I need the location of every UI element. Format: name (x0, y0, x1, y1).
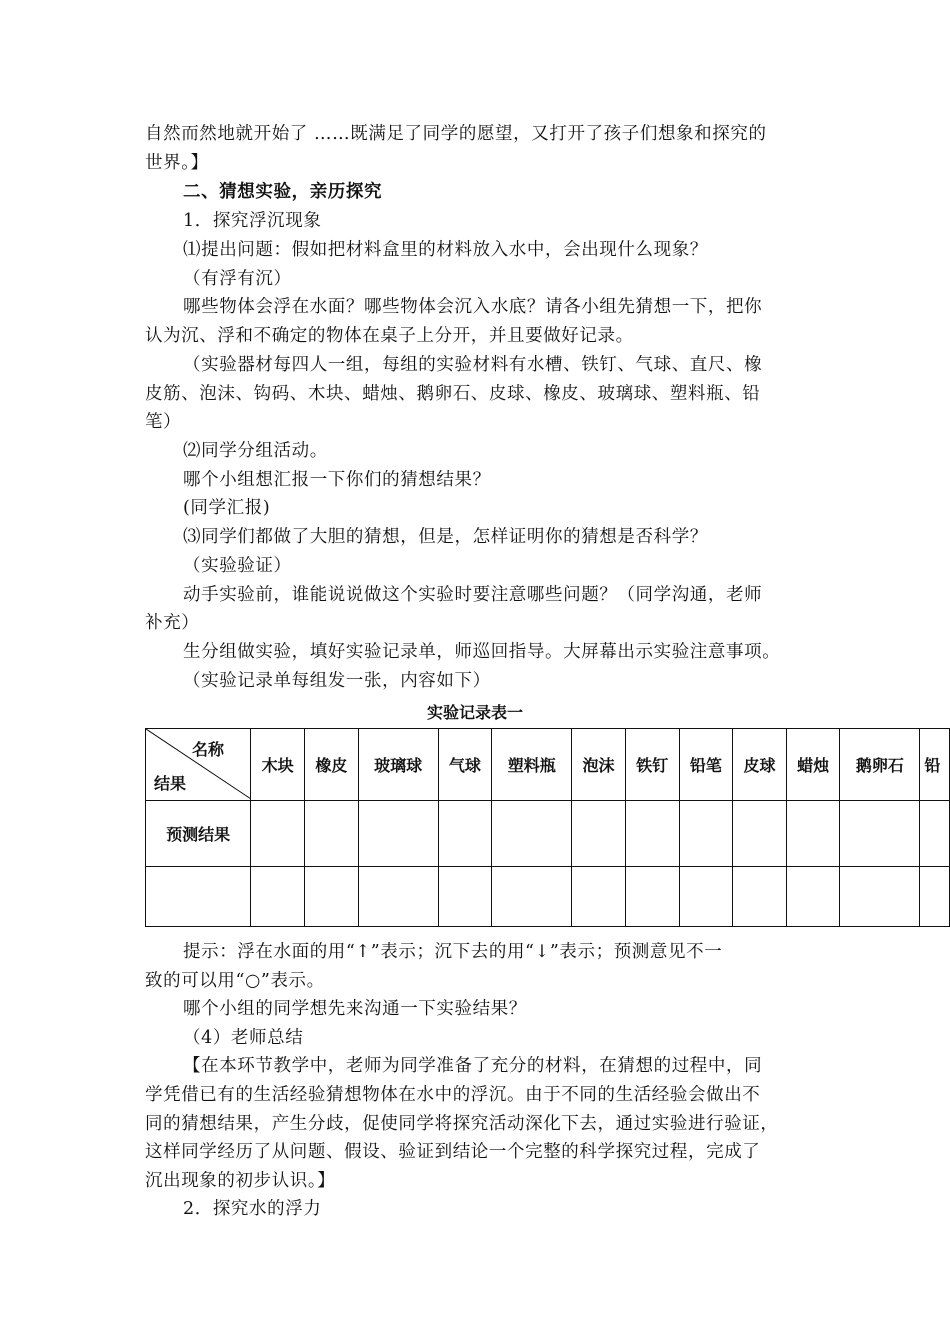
table-cell (625, 867, 679, 927)
paragraph-line: 补充） (145, 613, 200, 633)
table-cell (786, 801, 840, 867)
column-header: 气球 (438, 729, 492, 801)
row-label (146, 867, 251, 927)
table-cell (572, 801, 626, 867)
table-cell (358, 867, 438, 927)
paragraph-line: 世界。】 (145, 153, 209, 173)
experiment-record-table (145, 728, 950, 927)
subsection-heading: 1．探究浮沉现象 (183, 211, 322, 231)
column-header: 塑料瓶 (492, 729, 572, 801)
table-cell (251, 801, 305, 867)
header-result-label: 结果 (154, 774, 187, 793)
paragraph-line: 提示：浮在水面的用“↑”表示；沉下去的用“↓”表示；预测意见不一 (183, 942, 723, 962)
table-cell (920, 867, 950, 927)
table-row (146, 801, 950, 867)
paragraph-line: （实验验证） (183, 556, 292, 576)
column-header: 蜡烛 (786, 729, 840, 801)
column-header: 橡皮 (305, 729, 359, 801)
section-heading: 二、猜想实验，亲历探究 (183, 182, 383, 202)
table-header-row (146, 729, 950, 801)
table-cell (438, 801, 492, 867)
subsection-heading: （4）老师总结 (183, 1028, 304, 1048)
row-label: 预测结果 (146, 801, 251, 867)
header-name-label: 名称 (192, 740, 225, 759)
paragraph-line: 生分组做实验，填好实验记录单，师巡回指导。大屏幕出示实验注意事项。 (183, 642, 781, 662)
table-cell (920, 801, 950, 867)
paragraph-line: 这样同学经历了从问题、假设、验证到结论一个完整的科学探究过程，完成了 (145, 1142, 761, 1162)
paragraph-line: （实验记录单每组发一张，内容如下） (183, 671, 491, 691)
paragraph-line: 哪些物体会浮在水面？哪些物体会沉入水底？请各小组先猜想一下，把你 (183, 297, 763, 317)
paragraph-line: ⑵同学分组活动。 (183, 441, 328, 461)
paragraph-line: 皮筋、泡沫、钩码、木块、蜡烛、鹅卵石、皮球、橡皮、玻璃球、塑料瓶、铅 (145, 384, 761, 404)
table-cell (492, 801, 572, 867)
column-header: 玻璃球 (358, 729, 438, 801)
table-cell (305, 801, 359, 867)
table-cell (679, 867, 733, 927)
column-header: 泡沫 (572, 729, 626, 801)
table-cell (733, 867, 787, 927)
paragraph-line: 哪个小组想汇报一下你们的猜想结果？ (183, 470, 491, 490)
table-cell (733, 801, 787, 867)
table-cell (840, 867, 920, 927)
column-header: 铁钉 (625, 729, 679, 801)
table-cell (572, 867, 626, 927)
column-header: 鹅卵石 (840, 729, 920, 801)
column-header: 皮球 (733, 729, 787, 801)
paragraph-line: 沉出现象的初步认识。】 (145, 1171, 336, 1191)
table-row (146, 867, 950, 927)
paragraph-line: 动手实验前，谁能说说做这个实验时要注意哪些问题？（同学沟通，老师 (183, 585, 763, 605)
paragraph-line: 哪个小组的同学想先来沟通一下实验结果？ (183, 999, 527, 1019)
paragraph-line: (同学汇报) (183, 498, 271, 518)
table-caption: 实验记录表一 (426, 703, 523, 722)
paragraph-line: 认为沉、浮和不确定的物体在桌子上分开，并且要做好记录。 (145, 326, 634, 346)
table-cell (786, 867, 840, 927)
paragraph-line: （有浮有沉） (183, 269, 292, 289)
column-header: 铅笔 (679, 729, 733, 801)
table-cell (492, 867, 572, 927)
paragraph-line: ⑶同学们都做了大胆的猜想，但是，怎样证明你的猜想是否科学？ (183, 527, 708, 547)
paragraph-line: 【在本环节教学中，老师为同学准备了充分的材料，在猜想的过程中，同 (183, 1056, 763, 1076)
subsection-heading: 2．探究水的浮力 (183, 1199, 322, 1219)
column-header: 铅 (920, 729, 950, 801)
table-cell (625, 801, 679, 867)
paragraph-line: （实验器材每四人一组，每组的实验材料有水槽、铁钉、气球、直尺、橡 (183, 355, 763, 375)
table-cell (358, 801, 438, 867)
paragraph-line: 致的可以用“○”表示。 (145, 971, 325, 991)
table-cell (438, 867, 492, 927)
paragraph-line: ⑴提出问题：假如把材料盒里的材料放入水中，会出现什么现象？ (183, 240, 708, 260)
paragraph-line: 自然而然地就开始了 ……既满足了同学的愿望，又打开了孩子们想象和探究的 (145, 124, 767, 144)
table-cell (840, 801, 920, 867)
paragraph-line: 笔） (145, 412, 182, 432)
table-cell (679, 801, 733, 867)
table-cell (305, 867, 359, 927)
paragraph-line: 学凭借已有的生活经验猜想物体在水中的浮沉。由于不同的生活经验会做出不 (145, 1085, 761, 1105)
diagonal-header-cell (146, 729, 251, 801)
table-cell (251, 867, 305, 927)
paragraph-line: 同的猜想结果，产生分歧，促使同学将探究活动深化下去，通过实验进行验证， (145, 1114, 779, 1134)
column-header: 木块 (251, 729, 305, 801)
